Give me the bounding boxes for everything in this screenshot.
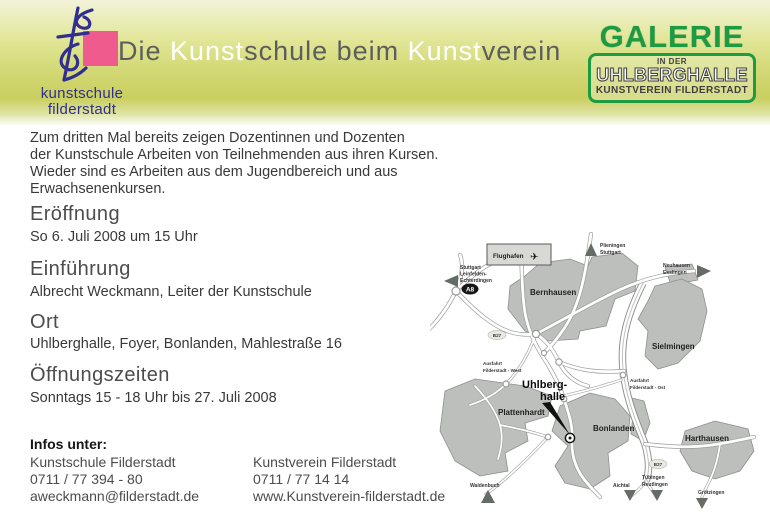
exit-west-line2: Filderstadt - West [483, 368, 522, 373]
map-area-harthausen [680, 421, 754, 479]
dir-tuebingen-line1: Tübingen [642, 475, 665, 481]
section-detail-oeffnungszeiten: Sonntags 15 - 18 Uhr bis 27. Juli 2008 [30, 390, 277, 406]
b27-south-label: B27 [653, 462, 663, 467]
galerie-logo-box [588, 53, 756, 103]
galerie-logo-subtitle: IN DER [656, 57, 688, 66]
dir-groetzingen-label: Grötzingen [698, 490, 725, 496]
map-dir-waldenbuch [470, 483, 500, 503]
contact-kunstverein-name: Kunstverein Filderstadt [253, 454, 397, 470]
dir-plieningen-line1: Plieningen [600, 243, 626, 249]
map-area-sielmingen [638, 279, 707, 369]
venue-marker-dot [569, 437, 572, 440]
map-dir-aichtal [613, 483, 636, 501]
kunstschule-logo-icon [34, 4, 130, 86]
kunstschule-logo-line2: filderstadt [47, 101, 117, 118]
contact-kunstverein [253, 454, 445, 505]
dir-stuttgart-line3: Echterdingen [460, 278, 492, 284]
contact-kunstschule-name: Kunstschule Filderstadt [30, 454, 176, 470]
b27-north-label: B27 [492, 333, 502, 338]
map-b27-north [488, 330, 506, 339]
map-town-sielmingen-label: Sielmingen [652, 342, 695, 351]
intro-line: Erwachsenenkursen. [30, 181, 166, 197]
exit-west-line1: Ausfahrt [483, 361, 502, 366]
dir-neuhausen-line2: Esslingen [663, 270, 687, 276]
section-detail-einfuehrung: Albrecht Weckmann, Leiter der Kunstschule [30, 284, 312, 300]
intro-line: Wieder sind es Arbeiten aus dem Jugendbereich und aus [30, 164, 398, 180]
section-detail-eroeffnung: So 6. Juli 2008 um 15 Uhr [30, 229, 198, 245]
map-exit-ost [630, 378, 666, 390]
map-exit-west [483, 361, 522, 373]
venue-label-line2: halle [540, 391, 566, 403]
arrow-right-icon [697, 265, 711, 278]
infos-heading: Infos unter: [30, 436, 107, 452]
title-part3: schule beim [244, 36, 408, 66]
galerie-logo [588, 19, 756, 103]
contact-kunstschule [30, 454, 199, 505]
venue-label-line1: Uhlberg- [522, 379, 568, 391]
map-dir-plieningen [585, 243, 625, 256]
dir-waldenbuch-label: Waldenbuch [470, 483, 500, 489]
intro-paragraph [30, 130, 438, 198]
airplane-icon: ✈ [530, 252, 539, 263]
section-heading-oeffnungszeiten: Öffnungszeiten [30, 364, 170, 386]
galerie-logo-org: KUNSTVEREIN FILDERSTADT [595, 85, 749, 96]
intro-line: der Kunstschule Arbeiten von Teilnehmenden aus ihren Kursen. [30, 147, 439, 163]
contact-kunstschule-email[interactable]: aweckmann@filderstadt.de [30, 488, 200, 504]
map-dir-groetzingen [696, 490, 724, 509]
airport-label: Flughafen [493, 253, 524, 260]
map-town-plattenhardt-label: Plattenhardt [498, 408, 545, 417]
map-dir-tuebingen [642, 475, 668, 501]
kunstschule-logo-text [22, 86, 142, 118]
title-part2-highlight: Kunst [170, 36, 245, 66]
exit-ost-line1: Ausfahrt [630, 378, 649, 383]
map-town-harthausen-label: Harthausen [685, 434, 730, 443]
arrow-down-icon [624, 490, 636, 501]
contact-kunstverein-phone: 0711 / 77 14 14 [253, 471, 350, 487]
dir-aichtal-label: Aichtal [613, 483, 630, 489]
logo-pink-square [83, 31, 118, 66]
map-town-bonlanden-label: Bonlanden [593, 424, 635, 433]
page-title [118, 36, 561, 67]
map-b27-south [649, 459, 667, 468]
contact-kunstverein-website[interactable]: www.Kunstverein-filderstadt.de [253, 488, 446, 504]
intro-line: Zum dritten Mal bereits zeigen Dozentinnen und Dozenten [30, 130, 405, 146]
map-area-bonlanden [552, 393, 630, 489]
arrow-down-icon [696, 498, 708, 509]
section-heading-ort: Ort [30, 311, 59, 333]
dir-neuhausen-line1: Neuhausen [663, 263, 690, 269]
section-detail-ort: Uhlberghalle, Foyer, Bonlanden, Mahlestraße 16 [30, 336, 342, 352]
arrow-down-icon [651, 490, 663, 501]
map-airport [487, 244, 551, 265]
section-heading-einfuehrung: Einführung [30, 258, 131, 280]
contact-kunstschule-phone: 0711 / 77 394 - 80 [30, 471, 143, 487]
kunstschule-logo-line1: kunstschule [40, 85, 124, 102]
a8-label: A8 [465, 286, 475, 294]
section-heading-eroeffnung: Eröffnung [30, 203, 120, 225]
dir-stuttgart-line2: Leinfelden- [460, 271, 487, 278]
waldenbuch-arrow-icon [481, 490, 495, 503]
title-part5: verein [481, 36, 562, 66]
exit-ost-line2: Filderstadt - Ost [630, 385, 666, 390]
location-map [430, 231, 770, 523]
map-town-bernhausen-label: Bernhausen [530, 288, 577, 297]
galerie-logo-title: GALERIE [599, 19, 745, 54]
dir-plieningen-line2: Stuttgart [600, 250, 621, 256]
title-part4-highlight: Kunst [407, 36, 482, 66]
galerie-logo-hall: UHLBERGHALLE [596, 65, 748, 85]
dir-tuebingen-line2: Reutlingen [642, 482, 668, 488]
title-part1: Die [118, 36, 171, 66]
arrow-left-icon [444, 275, 458, 287]
dir-stuttgart-line1: Stuttgart [460, 265, 481, 271]
